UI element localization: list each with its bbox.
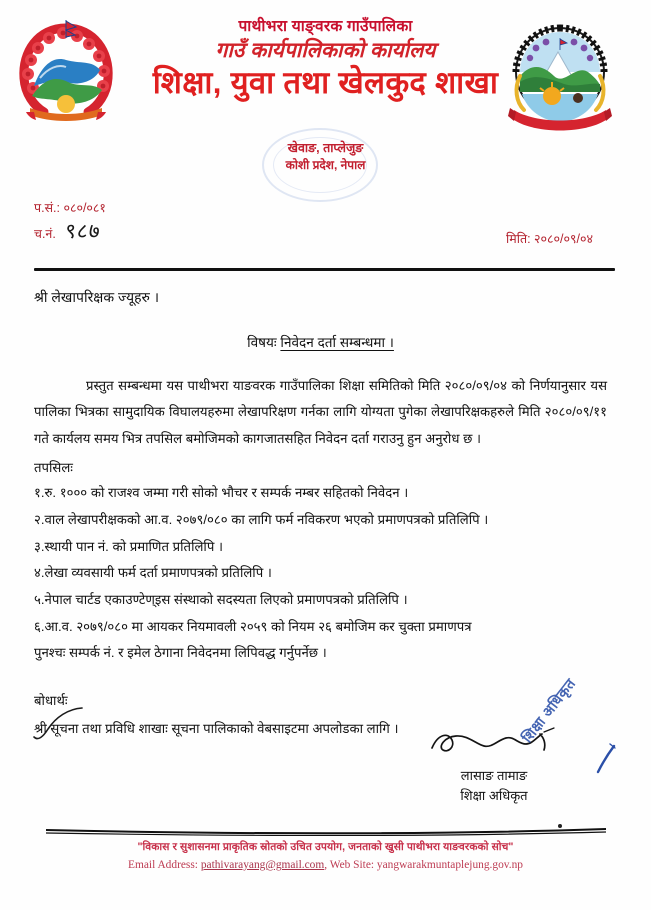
document-footer (0, 828, 651, 871)
list-item: २.वाल लेखापरीक्षकको आ.व. २०७९/०८० का लागि फर्म नविकरण भएको प्रमाणपत्रको प्रतिलिपि । (34, 511, 489, 527)
patra-sankhya-value: ०८०/०८१ (63, 201, 106, 215)
chalani-value-handwritten: ९८७ (63, 218, 102, 243)
handwritten-signature (414, 726, 574, 760)
branch-name: शिक्षा, युवा तथा खेलकुद शाखा (152, 64, 499, 100)
email-address[interactable]: pathivarayang@gmail.com (200, 859, 325, 871)
list-item: ५.नेपाल चार्टड एकाउण्टेण्इस संस्थाको सदस्यता लिएको प्रमाणपत्रको प्रतिलिपि । (34, 591, 408, 607)
email-label: Email Address: (128, 859, 198, 871)
list-item: ६.आ.व. २०७९/०८० मा आयकर नियमावली २०५९ को नियम २६ बमोजिम कर चुक्ता प्रमाणपत्र (34, 618, 472, 634)
subject-label: विषयः (247, 335, 277, 350)
reference-row (0, 202, 651, 268)
date-label: मिति: (506, 232, 531, 246)
bodhartha-label: बोधार्थः (34, 692, 68, 708)
website-label: Web Site: (329, 859, 375, 871)
footer-contact (0, 859, 651, 871)
chalani-number (34, 218, 106, 243)
signatory-name: लासाङ तामाङ (460, 768, 528, 783)
office-name: गाउँ कार्यपालिकाको कार्यालय (215, 38, 436, 62)
letterhead (0, 0, 651, 196)
reference-numbers (34, 202, 106, 242)
tapsil-label: तपसिलः (34, 460, 73, 476)
chalani-label: च.नं. (34, 226, 56, 241)
list-item: ३.स्थायी पान नं. को प्रमाणित प्रतिलिपि । (34, 538, 223, 554)
address-line-1: खेवाङ, ताप्लेजुङ (287, 141, 364, 155)
footer-dot-mark (558, 824, 562, 828)
closing-note: पुनश्चः सम्पर्क नं. र इमेल ठेगाना निवेदनमा लिपिवद्ध गर्नुपर्नेछ । (34, 645, 327, 661)
bodhartha-text: श्री सूचना तथा प्रविधि शाखाः सूचना पालिकाको वेबसाइटमा अपलोडका लागि । (34, 720, 399, 736)
officer-stamp: शिक्षा अधिकृत (518, 675, 579, 746)
subject-value: निवेदन दर्ता सम्बन्धमा । (280, 335, 394, 350)
document-date (506, 230, 593, 247)
address-line-2: कोशी प्रदेश, नेपाल (285, 158, 366, 173)
body-paragraph: प्रस्तुत सम्बन्धमा यस पाथीभरा याङवरक गाउँपालिका शिक्षा समितिको मिति २०८०/०९/०४ को निर्णयानुसार यस पालिका भित्रका सामुदायिक विघालयहरुमा लेखापरिक्षण गर्नका लागि योग्यता पुगेका लेखापरिक्षकहरुले मिति २०८०/०९/११ गते कार्यलय समय भित्र तपसिल बमोजिमको कागजातसहित निवेदन दर्ता गराउनु हुन अनुरोध छ । (34, 378, 607, 446)
footer-motto: "विकास र सुशासनमा प्राकृतिक स्रोतको उचित उपयोग, जनताको खुसी पाथीभरा याङवरकको सोच" (137, 841, 514, 853)
footer-divider (46, 828, 606, 832)
header-divider (34, 268, 615, 271)
contact-separator: , (324, 859, 328, 871)
subject-line (34, 332, 607, 351)
letterhead-text (0, 0, 651, 102)
tapsil-list (34, 480, 607, 640)
website-address[interactable]: yangwarakmuntaplejung.gov.np (376, 859, 523, 871)
stamp-stroke-mark (592, 742, 618, 776)
list-item: १.रु. १००० को राजश्व जम्मा गरी सोको भौचर र सम्पर्क नम्बर सहितको निवेदन । (34, 485, 409, 501)
document-body (0, 288, 651, 737)
patra-sankhya-label: प.सं.: (34, 201, 60, 215)
signatory-post: शिक्षा अधिकृत (460, 787, 528, 803)
list-item: ४.लेखा व्यवसायी फर्म दर्ता प्रमाणपत्रको प्रतिलिपि । (34, 565, 272, 581)
signature-block (404, 726, 584, 805)
organization-name: पाथीभरा याङ्वरक गाउँपालिका (238, 18, 413, 35)
date-value: २०८०/०९/०४ (534, 232, 593, 246)
recipient-line: श्री लेखापरिक्षक ज्यूहरु । (34, 289, 160, 305)
letterhead-address (0, 140, 651, 174)
patra-sankhya (34, 202, 106, 215)
